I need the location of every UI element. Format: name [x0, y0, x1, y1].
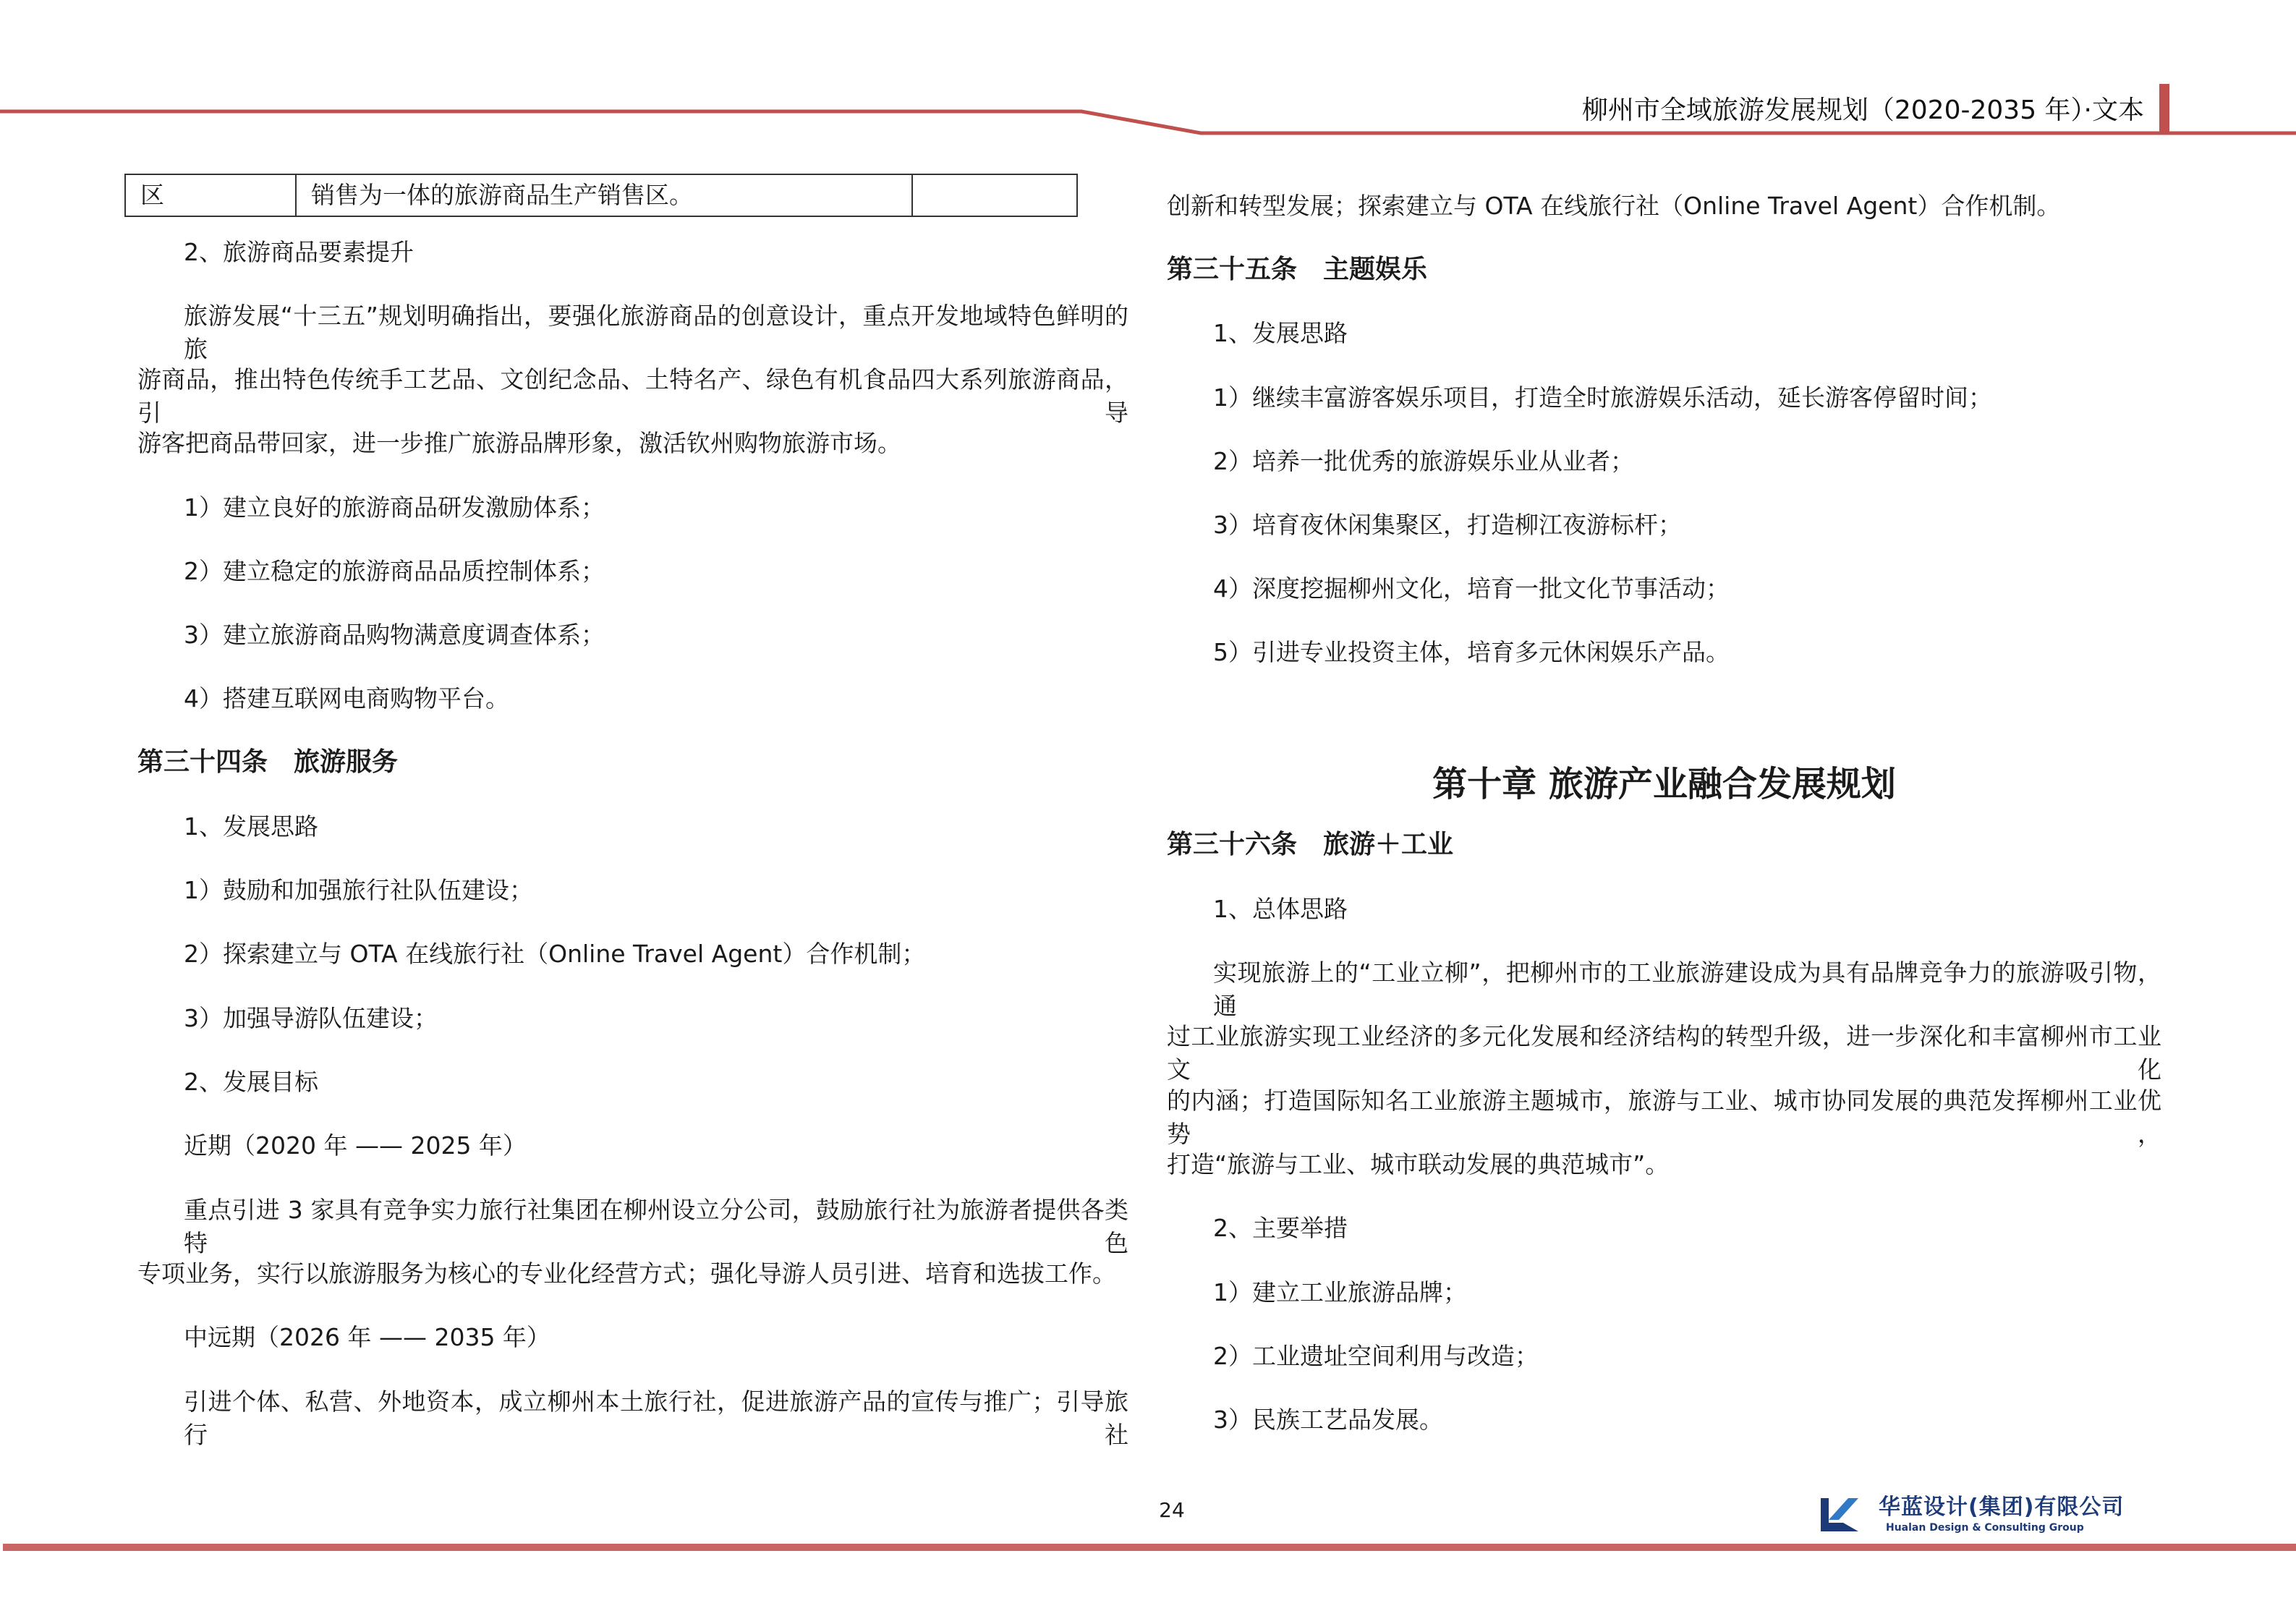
chapter-title: 第十章 旅游产业融合发展规划 — [1432, 764, 1896, 804]
list-item: 3）建立旅游商品购物满意度调查体系； — [184, 621, 605, 649]
period-heading: 近期（2020 年 —— 2025 年） — [184, 1131, 527, 1160]
page-number: 24 — [1159, 1498, 1185, 1522]
paragraph-line: 专项业务，实行以旅游服务为核心的专业化经营方式；强化导游人员引进、培育和选拔工作。 — [137, 1259, 1116, 1288]
paragraph-line: 游客把商品带回家，进一步推广旅游品牌形象，激活钦州购物旅游市场。 — [137, 429, 901, 457]
header-accent-bar — [2159, 84, 2169, 132]
period-heading: 中远期（2026 年 —— 2035 年） — [184, 1323, 550, 1351]
paragraph-line: 创新和转型发展；探索建立与 OTA 在线旅行社（Online Travel Agent）合作机制。 — [1167, 192, 2061, 220]
paragraph-line: 的内涵；打造国际知名工业旅游主题城市，旅游与工业、城市协同发展的典范发挥柳州工业优势， — [1167, 1087, 2161, 1148]
table-fragment — [124, 174, 1078, 217]
list-item: 1）建立良好的旅游商品研发激励体系； — [184, 493, 605, 522]
paragraph-line: 游商品，推出特色传统手工艺品、文创纪念品、土特名产、绿色有机食品四大系列旅游商品，引导 — [137, 365, 1128, 427]
list-item: 4）深度挖掘柳州文化，培育一批文化节事活动； — [1213, 574, 1730, 603]
subsection-heading: 1、发展思路 — [1213, 319, 1348, 347]
list-item: 3）加强导游队伍建设； — [184, 1004, 438, 1032]
subsection-heading: 2、发展目标 — [184, 1068, 318, 1096]
list-item: 1）鼓励和加强旅行社队伍建设； — [184, 876, 533, 904]
list-item: 2）培养一批优秀的旅游娱乐业从业者； — [1213, 447, 1634, 475]
subsection-heading: 1、总体思路 — [1213, 895, 1348, 923]
list-item: 1）继续丰富游客娱乐项目，打造全时旅游娱乐活动，延长游客停留时间； — [1213, 383, 1992, 412]
subsection-heading: 1、发展思路 — [184, 812, 318, 841]
list-item: 2）建立稳定的旅游商品品质控制体系； — [184, 557, 605, 585]
paragraph-line: 旅游发展“十三五”规划明确指出，要强化旅游商品的创意设计，重点开发地域特色鲜明的旅 — [184, 302, 1128, 363]
article-heading: 第三十五条 主题娱乐 — [1167, 255, 1428, 284]
logo-company-name-cn: 华蓝设计(集团)有限公司 — [1879, 1495, 2125, 1520]
paragraph-line: 重点引进 3 家具有竞争实力旅行社集团在柳州设立分公司，鼓励旅行社为旅游者提供各类特色 — [184, 1196, 1128, 1257]
list-item: 4）搭建互联网电商购物平台。 — [184, 684, 509, 713]
company-logo — [1819, 1494, 2125, 1536]
table-cell: 区 — [126, 175, 297, 216]
article-heading: 第三十六条 旅游＋工业 — [1167, 830, 1454, 859]
paragraph-line: 打造“旅游与工业、城市联动发展的典范城市”。 — [1167, 1150, 1670, 1178]
table-cell: 销售为一体的旅游商品生产销售区。 — [297, 175, 913, 216]
list-item: 2）工业遗址空间利用与改造； — [1213, 1342, 1539, 1370]
list-item: 5）引进专业投资主体，培育多元休闲娱乐产品。 — [1213, 638, 1730, 666]
subsection-heading: 2、主要举措 — [1213, 1214, 1348, 1242]
document-header-title: 柳州市全域旅游发展规划（2020-2035 年）·文本 — [1581, 95, 2144, 125]
paragraph-line: 实现旅游上的“工业立柳”，把柳州市的工业旅游建设成为具有品牌竞争力的旅游吸引物，通 — [1213, 958, 2161, 1020]
paragraph-line: 过工业旅游实现工业经济的多元化发展和经济结构的转型升级，进一步深化和丰富柳州市工业文化 — [1167, 1022, 2161, 1084]
paragraph-line: 引进个体、私营、外地资本，成立柳州本土旅行社，促进旅游产品的宣传与推广；引导旅行社 — [184, 1387, 1128, 1449]
list-item: 3）培育夜休闲集聚区，打造柳江夜游标杆； — [1213, 511, 1682, 539]
footer-rule — [3, 1544, 2296, 1551]
list-item: 3）民族工艺品发展。 — [1213, 1406, 1443, 1434]
subsection-heading: 2、旅游商品要素提升 — [184, 238, 414, 266]
list-item: 2）探索建立与 OTA 在线旅行社（Online Travel Agent）合作机制； — [184, 940, 926, 968]
logo-company-name-en: Hualan Design & Consulting Group — [1886, 1522, 2084, 1534]
table-cell — [913, 175, 1076, 216]
list-item: 1）建立工业旅游品牌； — [1213, 1278, 1467, 1306]
article-heading: 第三十四条 旅游服务 — [137, 747, 399, 777]
hualan-logo-icon — [1819, 1494, 1861, 1534]
